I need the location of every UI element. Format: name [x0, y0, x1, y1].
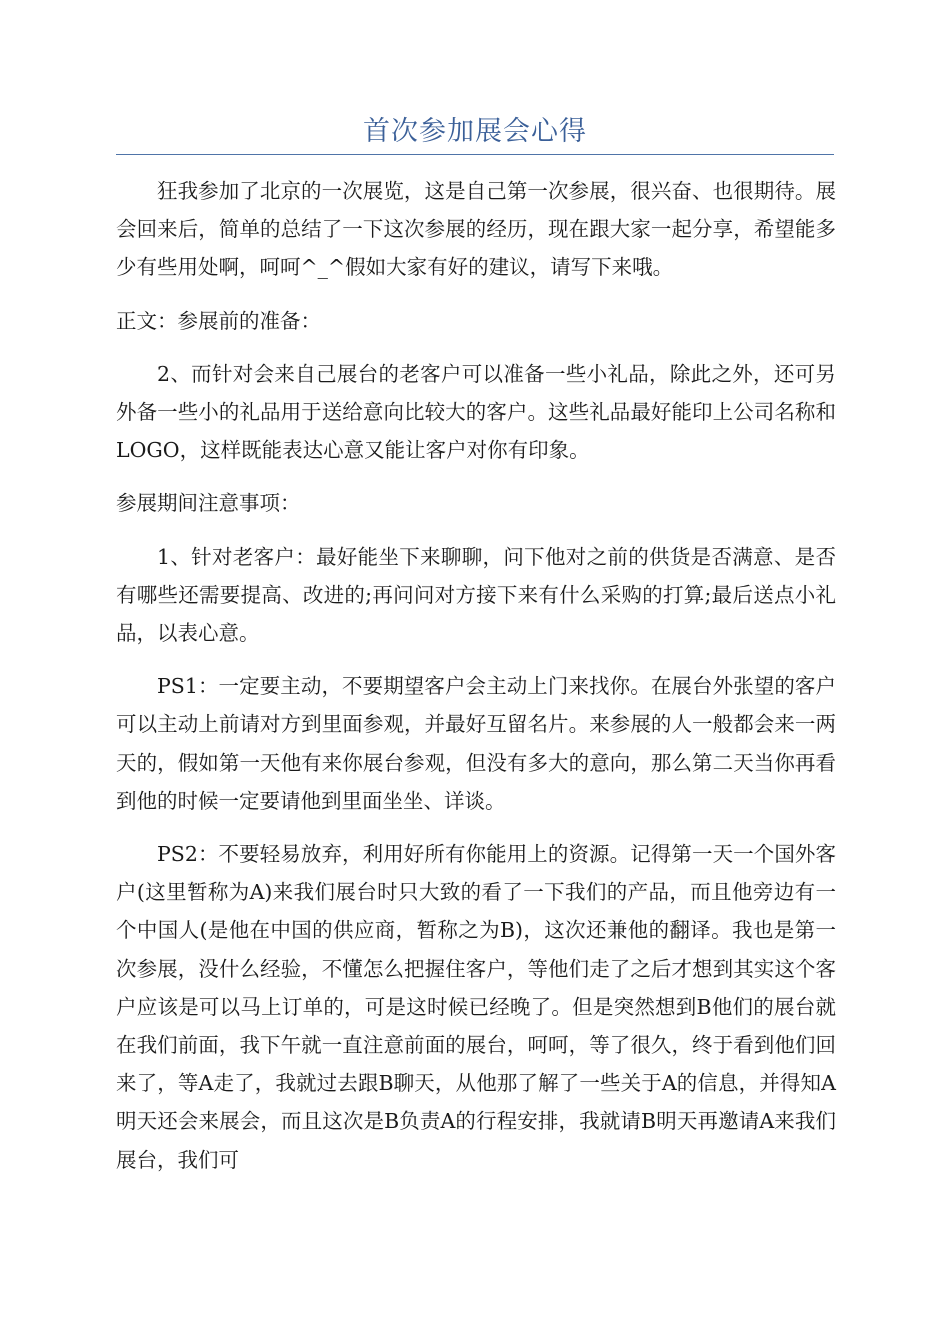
document-body — [116, 172, 836, 1194]
paragraph-gifts: 2、而针对会来自己展台的老客户可以准备一些小礼品，除此之外，还可另外备一些小的礼品用于送给意向比较大的客户。这些礼品最好能印上公司名称和LOGO，这样既能表达心意又能让客户对你有印象。 — [116, 361, 836, 463]
paragraph-ps1: PS1：一定要主动，不要期望客户会主动上门来找你。在展台外张望的客户可以主动上前请对方到里面参观，并最好互留名片。来参展的人一般都会来一两天的，假如第一天他有来你展台参观，但没有多大的意向，那么第二天当你再看到他的时候一定要请他到里面坐坐、详谈。 — [116, 674, 836, 813]
section-heading-notes: 参展期间注意事项： — [116, 491, 301, 516]
paragraph-intro: 狂我参加了北京的一次展览，这是自己第一次参展，很兴奋、也很期待。展会回来后，简单的总结了一下这次参展的经历，现在跟大家一起分享，希望能多少有些用处啊，呵呵^_^假如大家有好的建议，请写下来哦。 — [116, 179, 836, 280]
paragraph-old-customers: 1、针对老客户：最好能坐下来聊聊，问下他对之前的供货是否满意、是否有哪些还需要提高、改进的;再问问对方接下来有什么采购的打算;最后送点小礼品，以表心意。 — [116, 544, 836, 646]
document-title: 首次参加展会心得 — [363, 116, 587, 147]
paragraph-ps2: PS2：不要轻易放弃，利用好所有你能用上的资源。记得第一天一个国外客户(这里暂称为A)来我们展台时只大致的看了一下我们的产品，而且他旁边有一个中国人(是他在中国的供应商，暂称之为B)，这次还兼他的翻译。我也是第一次参展，没什么经验，不懂怎么把握住客户，等他们走了之后才想到其实这个客户应该是可以马上订单的，可是这时候已经晚了。但是突然想到B他们的展台就在我们前面，我下午就一直注意前面的展台，呵呵，等了很久，终于看到他们回来了，等A走了，我就过去跟B聊天，从他那了解了一些关于A的信息，并得知A明天还会来展会，而且这次是B负责A的行程安排，我就请B明天再邀请A来我们展台，我们可 — [116, 842, 836, 1172]
title-underline — [116, 154, 834, 155]
section-heading-preparation: 正文：参展前的准备： — [116, 308, 321, 333]
